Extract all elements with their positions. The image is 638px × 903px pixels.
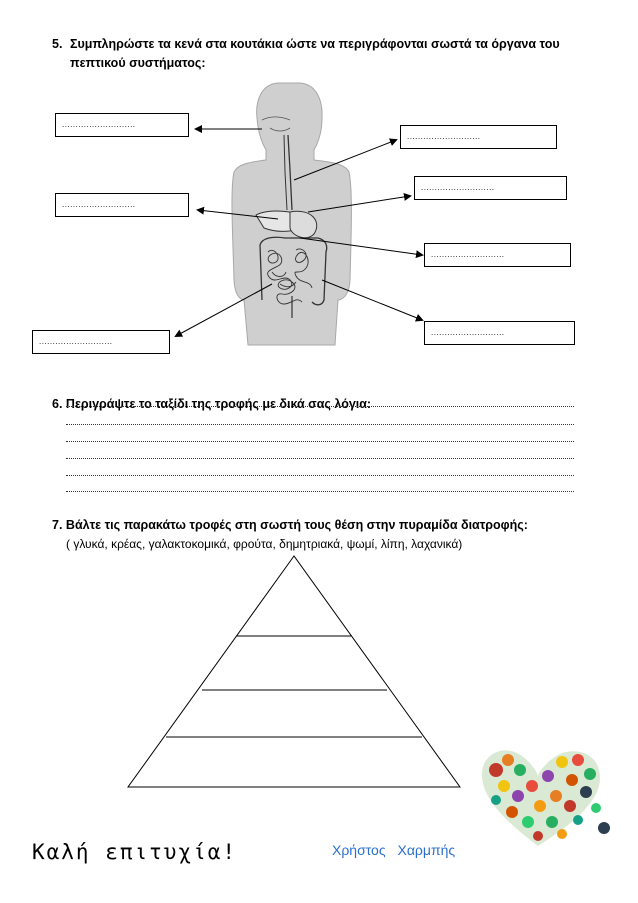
answer-line-5[interactable] [66, 475, 574, 476]
answer-line-3[interactable] [66, 441, 574, 442]
question-6 [52, 395, 371, 414]
question-5-text-line1: Συμπληρώστε τα κενά στα κουτάκια ώστε να περιγράφονται σωστά τα όργανα του [70, 37, 560, 51]
question-7 [52, 516, 528, 535]
answer-box-3[interactable]: ........................... [414, 176, 567, 200]
answer-box-7[interactable]: ........................... [32, 330, 170, 354]
question-7-number: 7. [52, 518, 63, 532]
question-5-text-line2: πεπτικού συστήματος: [70, 56, 206, 70]
answer-line-1[interactable] [66, 406, 574, 407]
food-list: ( γλυκά, κρέας, γαλακτοκομικά, φρούτα, δημητριακά, ψωμί, λίπη, λαχανικά) [66, 537, 463, 551]
answer-box-4[interactable]: ........................... [55, 193, 189, 217]
question-7-text: Βάλτε τις παρακάτω τροφές στη σωστή τους θέση στην πυραμίδα διατροφής: [65, 518, 528, 532]
answer-box-5[interactable]: ........................... [424, 243, 571, 267]
closing-message: Καλή επιτυχία! [32, 840, 238, 864]
author-name: Χρήστος Χαρμπής [332, 842, 456, 858]
question-5-number: 5. [52, 37, 63, 51]
question-6-text: Περιγράψτε το ταξίδι της τροφής με δικά σας λόγια: [65, 397, 372, 411]
answer-box-1[interactable]: ........................... [55, 113, 189, 137]
answer-line-6[interactable] [66, 491, 574, 492]
answer-box-2[interactable]: ........................... [400, 125, 557, 149]
answer-line-2[interactable] [66, 424, 574, 425]
answer-line-4[interactable] [66, 458, 574, 459]
food-pyramid [128, 556, 460, 787]
question-6-number: 6. [52, 397, 63, 411]
answer-box-6[interactable]: ........................... [424, 321, 575, 345]
vegetable-heart-icon [482, 750, 610, 846]
